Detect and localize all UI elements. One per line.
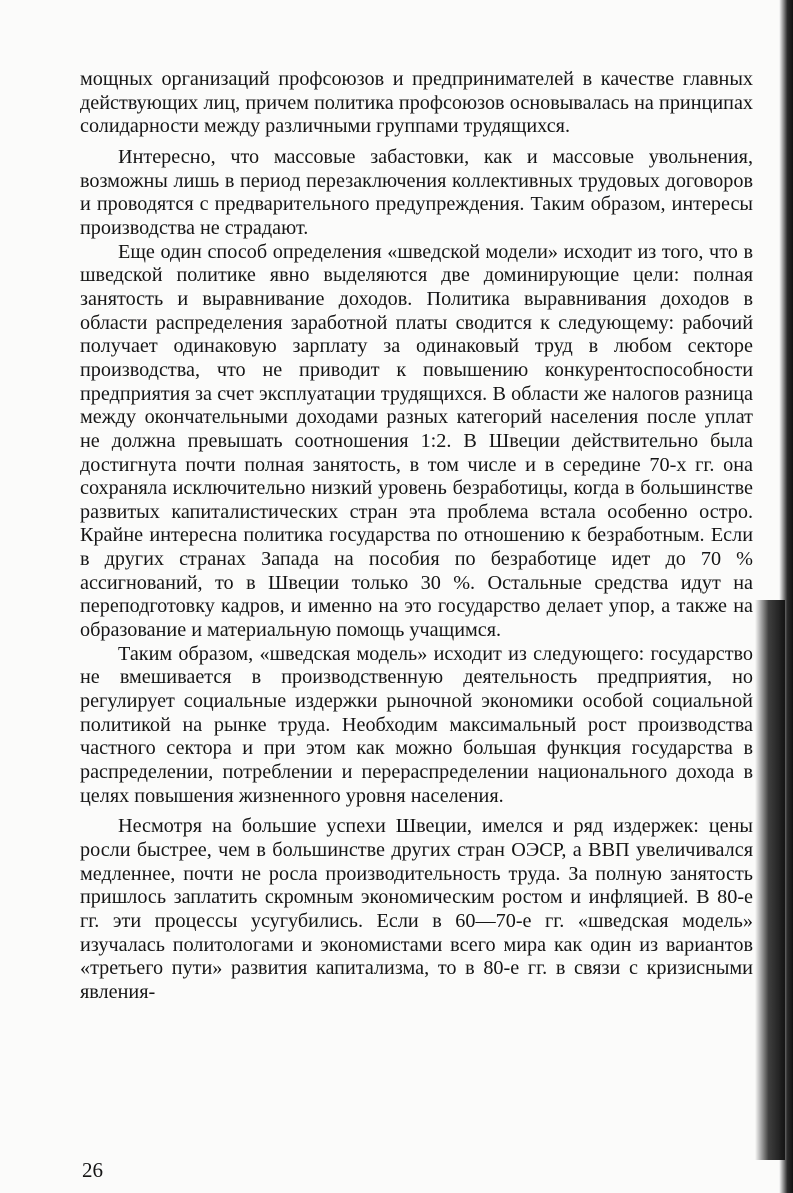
paragraph-costs: Несмотря на большие успехи Швеции, имелся и ряд издержек: цены росли быстрее, чем в большинстве других стран ОЭСР, а ВВП увеличивался медленнее, почти не росла производительность труда. За полную занятость пришлось заплатить скромным экономическим ростом и инфляцией. В 80-е гг. эти процессы усугубились. Если в 60—70-е гг. «шведская модель» изучалась политологами и экономистами всего мира как один из вариантов «третьего пути» развития капитализма, то в 80-е гг. в связи с кризисными явления- [80, 815, 753, 1003]
paragraph-state-role: Таким образом, «шведская модель» исходит из следующего: государство не вмешивается в производственную деятельность предприятия, но регулирует социальные издержки рыночной экономики особой социальной политикой на рынке труда. Необходим максимальный рост производства частного сектора и при этом как можно большая функция государства в распределении, потреблении и перераспределении национального дохода в целях повышения жизненного уровня населения. [80, 642, 753, 807]
paragraph-swedish-model-goals: Еще один способ определения «шведской модели» исходит из того, что в шведской политике явно выделяются две доминирующие цели: полная занятость и выравнивание доходов. Политика выравнивания доходов в области распределения заработной платы сводится к следующему: рабочий получает одинаковую зарплату за одинаковый труд в любом секторе производства, что не приводит к повышению конкурентоспособности предприятия за счет эксплуатации трудящихся. В области же налогов разница между окончательными доходами разных категорий населения после уплат не должна превышать соотношения 1:2. В Швеции действительно была достигнута почти полная занятость, в том числе и в середине 70-х гг. она сохраняла исключительно низкий уровень безработицы, когда в большинстве развитых капиталистических стран эта проблема встала особенно остро. Крайне интересна политика государства по отношению к безработным. Если в других странах Запада на пособия по безработице идет до 70 % ассигнований, то в Швеции только 30 %. Остальные средства идут на переподготовку кадров, и именно на это государство делает упор, а также на образование и материальную помощь учащимся. [80, 240, 753, 642]
page-number: 26 [82, 1158, 103, 1182]
body-text [80, 68, 753, 1005]
paragraph-strikes: Интересно, что массовые забастовки, как и массовые увольнения, возможны лишь в период перезаключения коллективных трудовых договоров и проводятся с предварительного предупреждения. Таким образом, интересы производства не страдают. [80, 145, 753, 239]
paragraph-continuation: мощных организаций профсоюзов и предпринимателей в качестве главных действующих лиц, причем политика профсоюзов основывалась на принципах солидарности между различными группами трудящихся. [80, 68, 753, 138]
scan-edge-shadow-lower [755, 600, 785, 1160]
